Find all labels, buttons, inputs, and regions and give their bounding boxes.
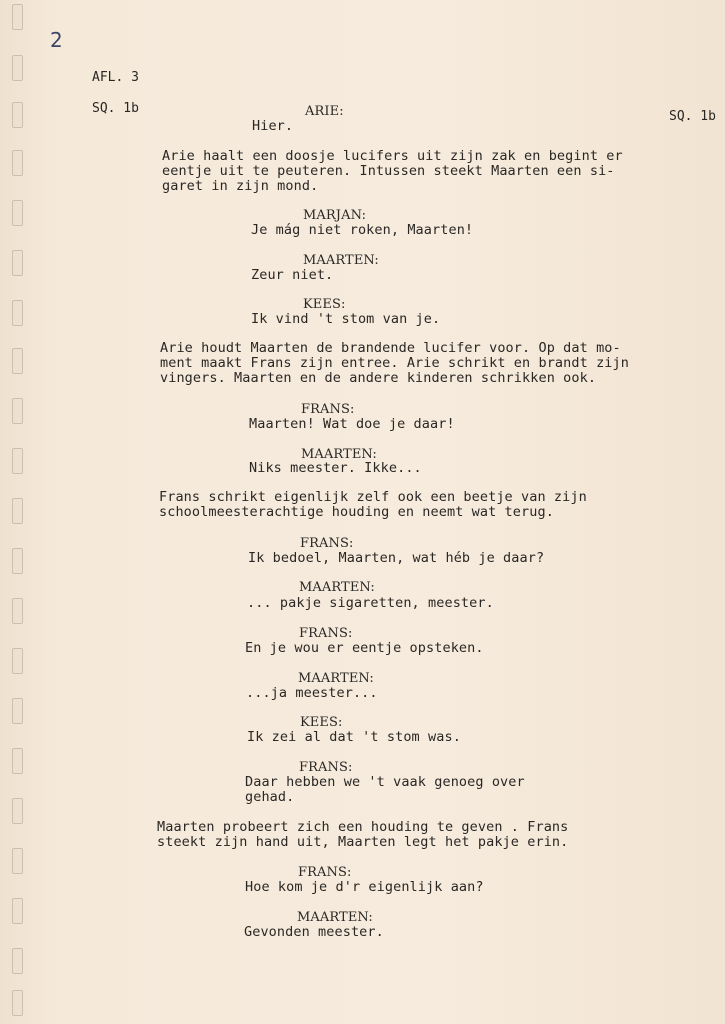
character-name: FRANS: xyxy=(298,865,352,880)
dialogue-line: Hier. xyxy=(252,118,294,134)
dialogue-line: Ik zei al dat 't stom was. xyxy=(247,729,461,745)
binding-hole xyxy=(12,948,23,974)
action-line: eentje uit te peuteren. Intussen steekt Maarten een si- xyxy=(162,163,615,179)
dialogue-line: Hoe kom je d'r eigenlijk aan? xyxy=(245,879,484,895)
action-line: steekt zijn hand uit, Maarten legt het pakje erin. xyxy=(157,834,569,850)
character-name: KEES: xyxy=(300,715,343,730)
action-line: Maarten probeert zich een houding te geven . Frans xyxy=(157,819,569,835)
character-name: KEES: xyxy=(303,297,346,312)
page-number: 2 xyxy=(50,28,63,52)
character-name: MAARTEN: xyxy=(299,580,375,595)
binding-hole xyxy=(12,748,23,774)
binding-hole xyxy=(12,548,23,574)
binding-hole xyxy=(12,348,23,374)
character-name: MAARTEN: xyxy=(303,253,379,268)
dialogue-line: En je wou er eentje opsteken. xyxy=(245,640,484,656)
dialogue-line: ...ja meester... xyxy=(246,685,378,701)
character-name: FRANS: xyxy=(299,760,353,775)
dialogue-line: gehad. xyxy=(245,789,295,805)
sequence-label-left: SQ. 1b xyxy=(92,101,139,116)
character-name: ARIE: xyxy=(305,104,344,119)
character-name: MAARTEN: xyxy=(298,671,374,686)
action-line: Arie houdt Maarten de brandende lucifer voor. Op dat mo- xyxy=(160,340,621,356)
dialogue-line: ... pakje sigaretten, meester. xyxy=(247,595,494,611)
binding-hole xyxy=(12,598,23,624)
character-name: MAARTEN: xyxy=(297,910,373,925)
binding-hole xyxy=(12,648,23,674)
dialogue-line: Zeur niet. xyxy=(251,267,334,283)
binding-hole xyxy=(12,102,23,128)
action-line: garet in zijn mond. xyxy=(162,178,319,194)
character-name: FRANS: xyxy=(299,626,353,641)
binding-hole xyxy=(12,798,23,824)
binding-hole xyxy=(12,55,23,81)
dialogue-line: Ik vind 't stom van je. xyxy=(251,311,441,327)
action-line: Frans schrikt eigenlijk zelf ook een beetje van zijn xyxy=(159,489,587,505)
dialogue-line: Maarten! Wat doe je daar! xyxy=(249,416,455,432)
character-name: MAARTEN: xyxy=(301,447,377,462)
dialogue-line: Niks meester. Ikke... xyxy=(249,460,422,476)
binding-hole xyxy=(12,448,23,474)
binding-hole xyxy=(12,498,23,524)
episode-label: AFL. 3 xyxy=(92,70,139,85)
character-name: FRANS: xyxy=(300,536,354,551)
binding-hole xyxy=(12,250,23,276)
binding-hole xyxy=(12,300,23,326)
binding-hole xyxy=(12,898,23,924)
binding-holes xyxy=(8,0,28,1024)
action-line: vingers. Maarten en de andere kinderen schrikken ook. xyxy=(160,370,597,386)
binding-hole xyxy=(12,4,23,30)
character-name: FRANS: xyxy=(301,402,355,417)
dialogue-line: Je mág niet roken, Maarten! xyxy=(251,222,474,238)
action-line: Arie haalt een doosje lucifers uit zijn zak en begint er xyxy=(162,148,623,164)
sequence-label-right: SQ. 1b xyxy=(669,109,716,124)
action-line: schoolmeesterachtige houding en neemt wat terug. xyxy=(159,504,554,520)
binding-hole xyxy=(12,150,23,176)
binding-hole xyxy=(12,698,23,724)
binding-hole xyxy=(12,990,23,1016)
dialogue-line: Gevonden meester. xyxy=(244,924,384,940)
binding-hole xyxy=(12,848,23,874)
dialogue-line: Daar hebben we 't vaak genoeg over xyxy=(245,774,525,790)
dialogue-line: Ik bedoel, Maarten, wat héb je daar? xyxy=(248,550,545,566)
character-name: MARJAN: xyxy=(303,208,367,223)
binding-hole xyxy=(12,398,23,424)
binding-hole xyxy=(12,200,23,226)
action-line: ment maakt Frans zijn entree. Arie schrikt en brandt zijn xyxy=(160,355,629,371)
